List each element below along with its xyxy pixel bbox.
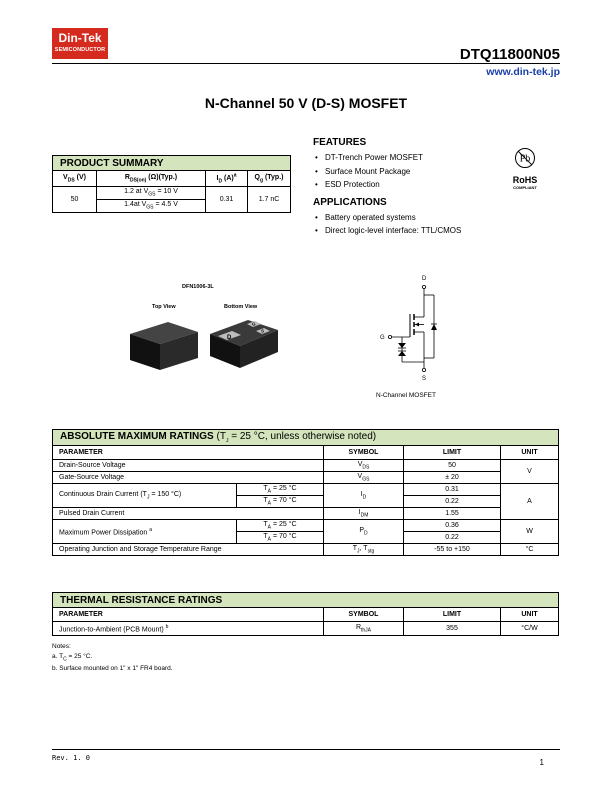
sym-rthja: $R_{thJA}$ bbox=[324, 622, 404, 636]
col-parameter: PARAMETER bbox=[53, 446, 324, 460]
svg-text:Pb: Pb bbox=[519, 153, 531, 165]
col-id: $I_D$ $(A)^a$ bbox=[206, 171, 248, 187]
param-id: Continuous Drain Current ($T_J = 150$ °C) bbox=[53, 484, 237, 508]
mosfet-caption: N-Channel MOSFET bbox=[376, 392, 436, 399]
svg-text:D: D bbox=[422, 276, 427, 282]
package-name: DFN1006-3L bbox=[182, 284, 214, 290]
col-parameter: PARAMETER bbox=[53, 608, 324, 622]
notes-label: Notes: bbox=[52, 643, 71, 650]
feature-item: • ESD Protection bbox=[313, 178, 503, 192]
col-qg: $Q_g$ (Typ.) bbox=[248, 171, 291, 187]
svg-text:G: G bbox=[380, 335, 385, 341]
product-summary-heading: PRODUCT SUMMARY bbox=[53, 156, 291, 171]
features-section bbox=[313, 137, 503, 238]
page-number: 1 bbox=[539, 758, 544, 767]
revision: Rev. 1. 0 bbox=[52, 754, 90, 762]
bottom-view-chip bbox=[210, 320, 278, 368]
svg-text:G: G bbox=[252, 321, 256, 327]
param-idm: Pulsed Drain Current bbox=[53, 508, 324, 520]
part-number: DTQ11800N05 bbox=[459, 46, 560, 63]
rohs-label: RoHS bbox=[512, 175, 538, 185]
limit-id-70: 0.22 bbox=[404, 496, 501, 508]
param-vgs: Gate-Source Voltage bbox=[53, 472, 324, 484]
col-symbol: SYMBOL bbox=[324, 608, 404, 622]
rds-row1: 1.2 at $V_{GS} = 10$ V bbox=[97, 187, 206, 200]
logo-name: Din-Tek bbox=[58, 31, 102, 45]
param-temp: Operating Junction and Storage Temperature Range bbox=[53, 544, 324, 556]
bottom-view-label: Bottom View bbox=[224, 304, 258, 310]
unit-v: V bbox=[501, 460, 559, 484]
applications-heading: APPLICATIONS bbox=[313, 196, 387, 208]
limit-idm: 1.55 bbox=[404, 508, 501, 520]
unit-cw: °C/W bbox=[501, 622, 559, 636]
application-item: • Direct logic-level interface: TTL/CMOS bbox=[313, 224, 503, 238]
rohs-sub: COMPLIANT bbox=[513, 185, 537, 190]
top-view-label: Top View bbox=[152, 304, 176, 310]
top-view-chip bbox=[130, 322, 198, 370]
limit-rthja: 355 bbox=[404, 622, 501, 636]
svg-text:S: S bbox=[261, 328, 265, 334]
svg-text:D: D bbox=[227, 335, 232, 341]
sym-vgs: $V_{GS}$ bbox=[324, 472, 404, 484]
col-vds: $V_{DS}$ (V) bbox=[53, 171, 97, 187]
thermal-ratings-table bbox=[52, 592, 559, 636]
param-pd: Maximum Power Dissipation $^a$ bbox=[53, 520, 237, 544]
cond-pd-70: $T_A = 70$ °C bbox=[237, 532, 324, 544]
limit-id-25: 0.31 bbox=[404, 484, 501, 496]
notes bbox=[52, 642, 173, 674]
note-a: a. $T_C = 25$ °C. bbox=[52, 653, 93, 663]
features-heading: FEATURES bbox=[313, 137, 367, 148]
id-value: 0.31 bbox=[206, 187, 248, 213]
abs-max-ratings-table bbox=[52, 429, 559, 556]
limit-pd-70: 0.22 bbox=[404, 532, 501, 544]
limit-pd-25: 0.36 bbox=[404, 520, 501, 532]
cond-id-25: $T_A = 25$ °C bbox=[237, 484, 324, 496]
col-unit: UNIT bbox=[501, 608, 559, 622]
product-summary-table bbox=[52, 155, 291, 213]
param-vds: Drain-Source Voltage bbox=[53, 460, 324, 472]
page-title: N-Channel 50 V (D-S) MOSFET bbox=[204, 95, 408, 111]
rds-row2: 1.4at $V_{GS} = 4.5$ V bbox=[97, 200, 206, 213]
sym-pd: $P_D$ bbox=[324, 520, 404, 544]
application-item: • Battery operated systems bbox=[313, 211, 503, 225]
svg-text:S: S bbox=[422, 376, 427, 382]
limit-vgs: ± 20 bbox=[404, 472, 501, 484]
cond-pd-25: $T_A = 25$ °C bbox=[237, 520, 324, 532]
logo-sub: SEMICONDUCTOR bbox=[54, 47, 106, 53]
unit-w: W bbox=[501, 520, 559, 544]
col-limit: LIMIT bbox=[404, 446, 501, 460]
header-divider bbox=[52, 63, 560, 64]
note-b: b. Surface mounted on 1" x 1" FR4 board. bbox=[52, 665, 173, 673]
limit-temp: -55 to +150 bbox=[404, 544, 501, 556]
sym-id: $I_D$ bbox=[324, 484, 404, 508]
feature-item: • DT-Trench Power MOSFET bbox=[313, 151, 503, 165]
package-illustration bbox=[120, 312, 290, 382]
col-unit: UNIT bbox=[501, 446, 559, 460]
col-limit: LIMIT bbox=[404, 608, 501, 622]
param-rthja: Junction-to-Ambient (PCB Mount) $^b$ bbox=[53, 622, 324, 636]
col-rds: $R_{DS(on)}$ (Ω)(Typ.) bbox=[97, 171, 206, 187]
sym-temp: $T_J$, $T_{stg}$ bbox=[324, 544, 404, 556]
thermal-heading: THERMAL RESISTANCE RATINGS bbox=[53, 593, 559, 608]
abs-max-heading: ABSOLUTE MAXIMUM RATINGS ($T_J = 25$ °C, unless otherwise noted) bbox=[53, 430, 559, 446]
vds-value: 50 bbox=[53, 187, 97, 213]
qg-value: 1.7 nC bbox=[248, 187, 291, 213]
feature-item: • Surface Mount Package bbox=[313, 165, 503, 179]
col-symbol: SYMBOL bbox=[324, 446, 404, 460]
cond-id-70: $T_A = 70$ °C bbox=[237, 496, 324, 508]
sym-idm: $I_{DM}$ bbox=[324, 508, 404, 520]
company-logo bbox=[52, 28, 108, 59]
rohs-badge bbox=[505, 147, 545, 190]
pb-free-icon bbox=[514, 147, 536, 169]
unit-c: °C bbox=[501, 544, 559, 556]
footer-divider bbox=[52, 749, 560, 750]
mosfet-schematic bbox=[370, 270, 460, 385]
website-link[interactable]: www.din-tek.jp bbox=[486, 66, 560, 78]
limit-vds: 50 bbox=[404, 460, 501, 472]
sym-vds: $V_{DS}$ bbox=[324, 460, 404, 472]
unit-a: A bbox=[501, 484, 559, 520]
